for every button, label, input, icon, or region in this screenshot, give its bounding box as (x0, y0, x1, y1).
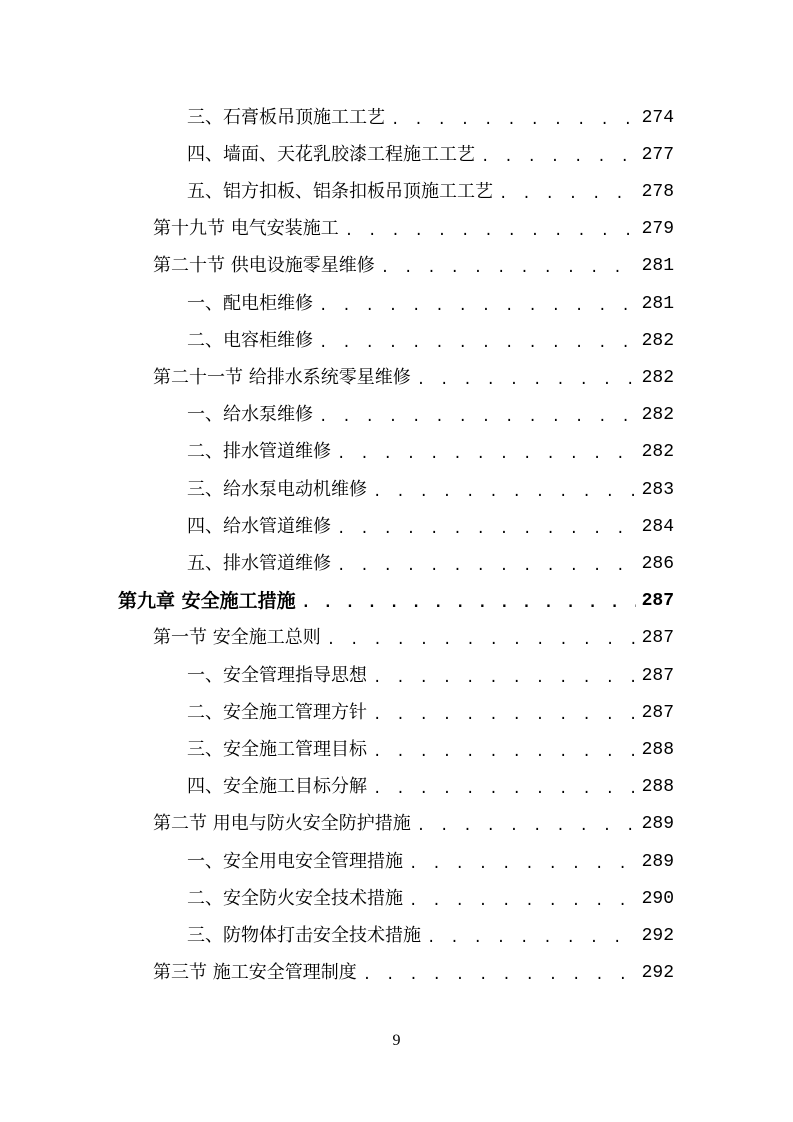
toc-entry[interactable] (187, 472, 674, 502)
toc-entry-title: 二、安全施工管理方针 (187, 702, 367, 723)
toc-entry-title: 第九章 安全施工措施 (118, 590, 296, 612)
toc-entry-title: 第十九节 电气安装施工 (153, 218, 339, 239)
dot-leader (337, 446, 636, 462)
toc-entry-title: 四、给水管道维修 (187, 516, 331, 537)
toc-entry-title: 五、铝方扣板、铝条扣板吊顶施工工艺 (187, 181, 493, 202)
toc-entry-title: 第二节 用电与防火安全防护措施 (153, 813, 411, 834)
toc-entry-title: 三、石膏板吊顶施工工艺 (187, 107, 385, 128)
toc-entry-title: 第二十节 供电设施零星维修 (153, 255, 375, 276)
toc-entry-title: 一、给水泵维修 (187, 404, 313, 425)
toc-entry-page: 274 (641, 108, 674, 128)
dot-leader (363, 967, 636, 983)
dot-leader (373, 744, 636, 760)
toc-entry[interactable] (187, 286, 674, 316)
dot-leader (373, 781, 636, 797)
dot-leader (391, 112, 636, 128)
toc-entry[interactable] (187, 434, 674, 464)
toc-entry-page: 287 (641, 591, 674, 611)
toc-entry-title: 三、安全施工管理目标 (187, 739, 367, 760)
toc-entry-page: 281 (641, 256, 674, 276)
toc-entry-page: 288 (641, 777, 674, 797)
toc-entry-page: 287 (641, 628, 674, 648)
dot-leader (409, 893, 636, 909)
dot-leader (373, 670, 636, 686)
toc-entry-page: 284 (641, 517, 674, 537)
dot-leader (319, 335, 636, 351)
dot-leader (409, 856, 636, 872)
toc-entry[interactable] (187, 323, 674, 353)
toc-entry-page: 282 (641, 331, 674, 351)
toc-entry-title: 二、安全防火安全技术措施 (187, 888, 403, 909)
toc-entry-page: 281 (641, 294, 674, 314)
toc-entry-page: 288 (641, 740, 674, 760)
toc-entry-page: 289 (641, 852, 674, 872)
toc-entry-page: 290 (641, 889, 674, 909)
toc-entry-page: 282 (641, 405, 674, 425)
dot-leader (327, 632, 636, 648)
toc-entry[interactable] (187, 918, 674, 948)
toc-entry-title: 第一节 安全施工总则 (153, 627, 321, 648)
toc-entry-title: 五、排水管道维修 (187, 553, 331, 574)
toc-entry-title: 一、配电柜维修 (187, 293, 313, 314)
toc-entry-title: 四、墙面、天花乳胶漆工程施工工艺 (187, 144, 475, 165)
toc-entry-title: 一、安全管理指导思想 (187, 665, 367, 686)
toc-entry[interactable] (187, 546, 674, 576)
toc-entry[interactable] (153, 248, 674, 278)
toc-entry-title: 第二十一节 给排水系统零星维修 (153, 367, 411, 388)
toc-entry-title: 四、安全施工目标分解 (187, 776, 367, 797)
dot-leader (381, 260, 636, 276)
toc-entry-title: 三、防物体打击安全技术措施 (187, 925, 421, 946)
dot-leader (337, 521, 636, 537)
toc-entry-page: 282 (641, 442, 674, 462)
toc-entry[interactable] (153, 360, 674, 390)
dot-leader (302, 595, 636, 611)
dot-leader (345, 223, 636, 239)
toc-entry[interactable] (187, 658, 674, 688)
toc-entry[interactable] (153, 211, 674, 241)
toc-entry-title: 一、安全用电安全管理措施 (187, 851, 403, 872)
toc-entry[interactable] (187, 174, 674, 204)
toc-entry-page: 277 (641, 145, 674, 165)
toc-entry[interactable] (187, 695, 674, 725)
toc-chapter-entry[interactable] (118, 583, 674, 613)
toc-entry-page: 292 (641, 926, 674, 946)
dot-leader (417, 372, 636, 388)
page-number: 9 (392, 1032, 401, 1049)
toc-entry-page: 282 (641, 368, 674, 388)
toc-entry[interactable] (187, 397, 674, 427)
toc-entry-page: 287 (641, 703, 674, 723)
toc-entry-title: 二、排水管道维修 (187, 441, 331, 462)
toc-entry[interactable] (187, 137, 674, 167)
toc-entry[interactable] (187, 769, 674, 799)
toc-entry[interactable] (187, 881, 674, 911)
toc-entry[interactable] (187, 509, 674, 539)
toc-entry-page: 289 (641, 814, 674, 834)
toc-entry[interactable] (153, 955, 674, 985)
toc-entry-page: 287 (641, 666, 674, 686)
dot-leader (319, 298, 636, 314)
toc-entry[interactable] (187, 844, 674, 874)
toc-entry-page: 283 (641, 480, 674, 500)
toc-entry-page: 279 (641, 219, 674, 239)
dot-leader (481, 149, 636, 165)
dot-leader (337, 558, 636, 574)
dot-leader (319, 409, 636, 425)
toc-entry[interactable] (187, 100, 674, 130)
toc-entry[interactable] (187, 732, 674, 762)
toc-entry-page: 286 (641, 554, 674, 574)
dot-leader (499, 186, 636, 202)
toc-entry[interactable] (153, 806, 674, 836)
toc-entry-title: 第三节 施工安全管理制度 (153, 962, 357, 983)
toc-entry-title: 三、给水泵电动机维修 (187, 479, 367, 500)
toc-entry-page: 292 (641, 963, 674, 983)
dot-leader (427, 930, 636, 946)
dot-leader (417, 818, 636, 834)
toc-entry[interactable] (153, 620, 674, 650)
dot-leader (373, 484, 636, 500)
dot-leader (373, 707, 636, 723)
toc-entry-title: 二、电容柜维修 (187, 330, 313, 351)
toc-entry-page: 278 (641, 182, 674, 202)
